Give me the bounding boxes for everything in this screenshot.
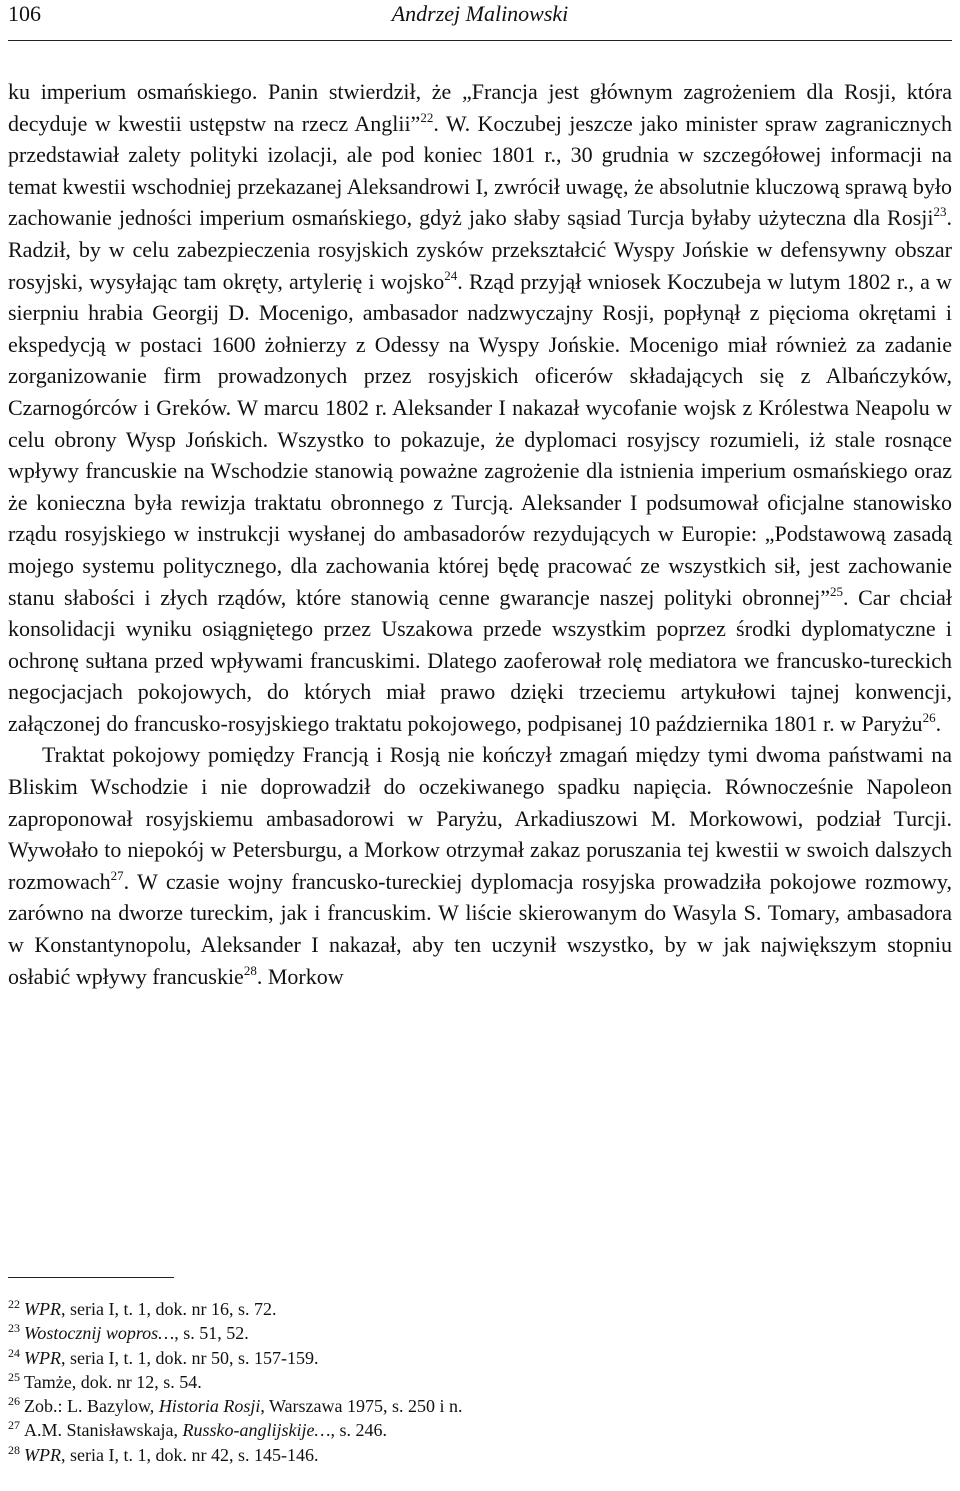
footnote-text: , seria I, t. 1, dok. nr 16, s. 72. — [60, 1299, 277, 1319]
footnote-24 — [8, 1346, 952, 1370]
footnote-ref-23[interactable]: 23 — [933, 204, 947, 220]
footnote-ref-24[interactable]: 24 — [444, 267, 458, 283]
footnote-text: , s. 246. — [330, 1420, 387, 1441]
text-run: . Car chciał konsolidacji wyniku osiągniętego przez Uszakowa przede wszystkim poprzez środki dyplomatyczne i ochronę sułtana przed wpływami francuskimi. Dlatego zaoferował rolę mediatora we francusko-tureckich negocjacjach pokojowych, do których miał prawo dzięki trzeciemu artykułowi tajnej konwencji, załączonej do francusko-rosyjskiego traktatu pokojowego, podpisanej 10 października 1801 r. w Paryżu — [8, 584, 952, 736]
page-number: 106 — [8, 1, 41, 26]
text-run: Traktat pokojowy pomiędzy Francją i Rosją nie kończył zmagań między tymi dwoma państwami na Bliskim Wschodzie i nie doprowadził do oczekiwanego spadku napięcia. Równocześnie Napoleon zaproponował rosyjskiemu ambasadorowi w Paryżu, Arkadiuszowi M. Morkowowi, podział Turcji. Wywołało to niepokój w Petersburgu, a Morkow otrzymał zakaz poruszania tej kwestii w swoich dalszych rozmowach — [8, 742, 952, 894]
text-run: ku imperium osmańskiego. Panin stwierdził, że „Francja jest głównym zagrożeniem dla Rosji, która decyduje w kwestii ustępstw na rzecz Anglii” — [8, 79, 952, 136]
text-run: . W czasie wojny francusko-tureckiej dyplomacja rosyjska prowadziła pokojowe rozmowy, zarówno na dworze tureckim, jak i francuskim. W liście skierowanym do Wasyla S. Tomary, ambasadora w Konstantynopolu, Aleksander I nakazał, aby ten uczynił wszystko, by w jak największym stopniu osłabić wpływy francuskie — [8, 868, 952, 989]
footnote-number: 24 — [8, 1345, 20, 1360]
paragraph-2 — [8, 739, 952, 992]
footnote-ref-28[interactable]: 28 — [243, 962, 257, 978]
footnote-number: 25 — [8, 1369, 20, 1384]
footnote-26 — [8, 1394, 952, 1418]
paragraph-1 — [8, 76, 952, 739]
footnote-number: 26 — [8, 1394, 20, 1409]
footnote-text: , Warszawa 1975, s. 250 i n. — [260, 1396, 463, 1417]
text-run: . — [935, 710, 942, 736]
footnotes — [8, 1297, 952, 1467]
text-run: . Radził, by w celu zabezpieczenia rosyjskich zysków przekształcić Wyspy Jońskie w defensywny obszar rosyjski, wysyłając tam okręty, artylerię i wojsko — [8, 205, 952, 294]
footnote-separator — [8, 1277, 174, 1278]
footnote-22 — [8, 1297, 952, 1321]
footnote-source: WPR — [24, 1299, 61, 1319]
footnote-source: Wostocznij wopros… — [24, 1323, 175, 1344]
footnote-ref-27[interactable]: 27 — [110, 867, 124, 883]
footnote-23 — [8, 1321, 952, 1345]
footnote-number: 27 — [8, 1418, 20, 1433]
footnote-number: 28 — [8, 1442, 20, 1457]
footnote-number: 23 — [8, 1321, 20, 1336]
running-header — [8, 0, 952, 41]
footnote-source: WPR — [24, 1347, 61, 1368]
footnote-text: Tamże, dok. nr 12, s. 54. — [24, 1371, 202, 1392]
footnote-27 — [8, 1418, 952, 1442]
footnote-28 — [8, 1443, 952, 1467]
footnote-text: , seria I, t. 1, dok. nr 50, s. 157-159. — [60, 1347, 319, 1368]
footnote-ref-22[interactable]: 22 — [420, 109, 434, 125]
footnote-author: A.M. Stanisławskaja, — [24, 1420, 183, 1441]
text-run: . W. Koczubej jeszcze jako minister spraw zagranicznych przedstawiał zalety polityki izolacji, ale pod koniec 1801 r., 30 grudnia w szczegółowej informacji na temat kwestii wschodniej przekazanej Aleksandrowi I, zwrócił uwagę, że absolutnie kluczową sprawą było zachowanie jedności imperium osmańskiego, gdyż jako słaby sąsiad Turcja byłaby użyteczna dla Rosji — [8, 110, 952, 231]
footnote-title: Historia Rosji — [158, 1396, 261, 1417]
footnote-number: 22 — [8, 1297, 20, 1311]
footnote-text: , seria I, t. 1, dok. nr 42, s. 145-146. — [60, 1444, 319, 1465]
running-head-author: Andrzej Malinowski — [391, 1, 569, 26]
footnote-25 — [8, 1370, 952, 1394]
text-run: . Rząd przyjął wniosek Koczubeja w lutym 1802 r., a w sierpniu hrabia Georgij D. Mocenigo, ambasador nadzwyczajny Rosji, popłynął z pięcioma okrętami i ekspedycją w postaci 1600 żołnierzy z Odessy na Wyspy Jońskie. Mocenigo miał również za zadanie zorganizowanie firm prowadzonych przez rosyjskich oficerów składających się z Albańczyków, Czarnogórców i Greków. W marcu 1802 r. Aleksander I nakazał wycofanie wojsk z Królestwa Neapolu w celu obrony Wysp Jońskich. Wszystko to pokazuje, że dyplomaci rosyjscy rozumieli, iż stale rosnące wpływy francuskie na Wschodzie stanowią poważne zagrożenie dla istnienia imperium osmańskiego oraz że konieczna była rewizja traktatu obronnego z Turcją. Aleksander I podsumował oficjalne stanowisko rządu rosyjskiego w instrukcji wysłanej do ambasadorów rezydujących w Europie: „Podstawową zasadą mojego systemu politycznego, dla zachowania której będę pracować ze wszystkich sił, jest zachowanie stanu słabości i złych rządów, które stanowią cenne gwarancje naszej polityki obronnej” — [8, 268, 952, 610]
footnote-author: Zob.: L. Bazylow, — [24, 1396, 159, 1417]
body-text — [8, 76, 952, 992]
footnote-ref-25[interactable]: 25 — [830, 583, 843, 599]
footnote-title: Russko-anglijskije… — [182, 1420, 331, 1441]
footnote-ref-26[interactable]: 26 — [922, 709, 936, 725]
footnote-source: WPR — [24, 1444, 61, 1465]
text-run: . Morkow — [256, 963, 344, 989]
footnote-text: , s. 51, 52. — [174, 1323, 249, 1344]
